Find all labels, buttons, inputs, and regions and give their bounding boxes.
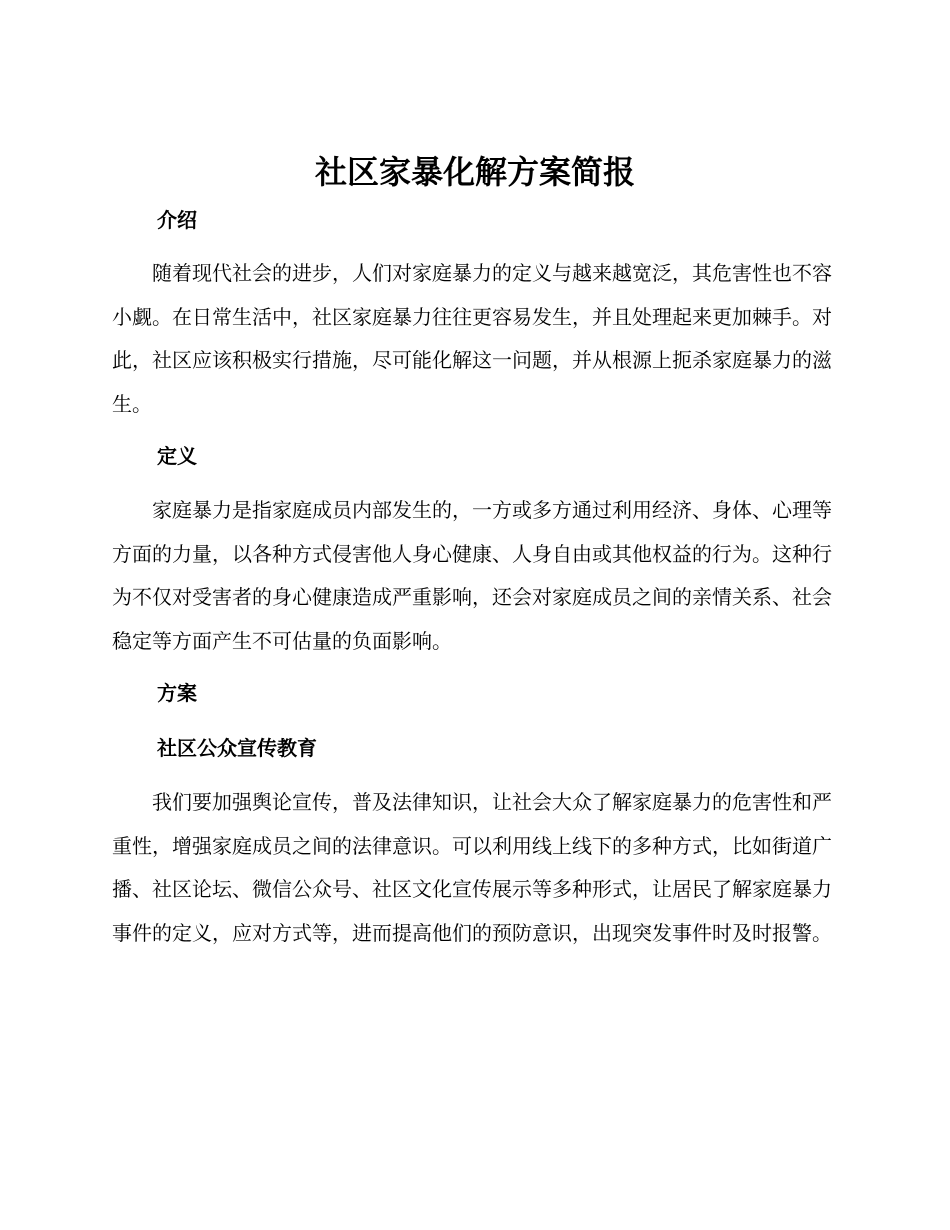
section-heading-plan: 方案: [157, 681, 197, 705]
document-title: 社区家暴化解方案简报: [314, 153, 635, 191]
section-heading-definition: 定义: [157, 444, 197, 468]
section-paragraph-public-education: 我们要加强舆论宣传，普及法律知识，让社会大众了解家庭暴力的危害性和严重性，增强家庭成员之间的法律意识。可以利用线上线下的多种方式，比如街道广播、社区论坛、微信公众号、社区文化宣传展示等多种形式，让居民了解家庭暴力事件的定义，应对方式等，进而提高他们的预防意识，出现突发事件时及时报警。: [112, 790, 832, 945]
section-paragraph-definition: 家庭暴力是指家庭成员内部发生的，一方或多方通过利用经济、身体、心理等方面的力量，以各种方式侵害他人身心健康、人身自由或其他权益的行为。这种行为不仅对受害者的身心健康造成严重影响，还会对家庭成员之间的亲情关系、社会稳定等方面产生不可估量的负面影响。: [112, 498, 832, 653]
section-heading-introduction: 介绍: [157, 208, 197, 232]
section-heading-public-education: 社区公众宣传教育: [157, 736, 317, 760]
section-paragraph-introduction: 随着现代社会的进步，人们对家庭暴力的定义与越来越宽泛，其危害性也不容小觑。在日常生活中，社区家庭暴力往往更容易发生，并且处理起来更加棘手。对此，社区应该积极实行措施，尽可能化解这一问题，并从根源上扼杀家庭暴力的滋生。: [112, 261, 832, 416]
